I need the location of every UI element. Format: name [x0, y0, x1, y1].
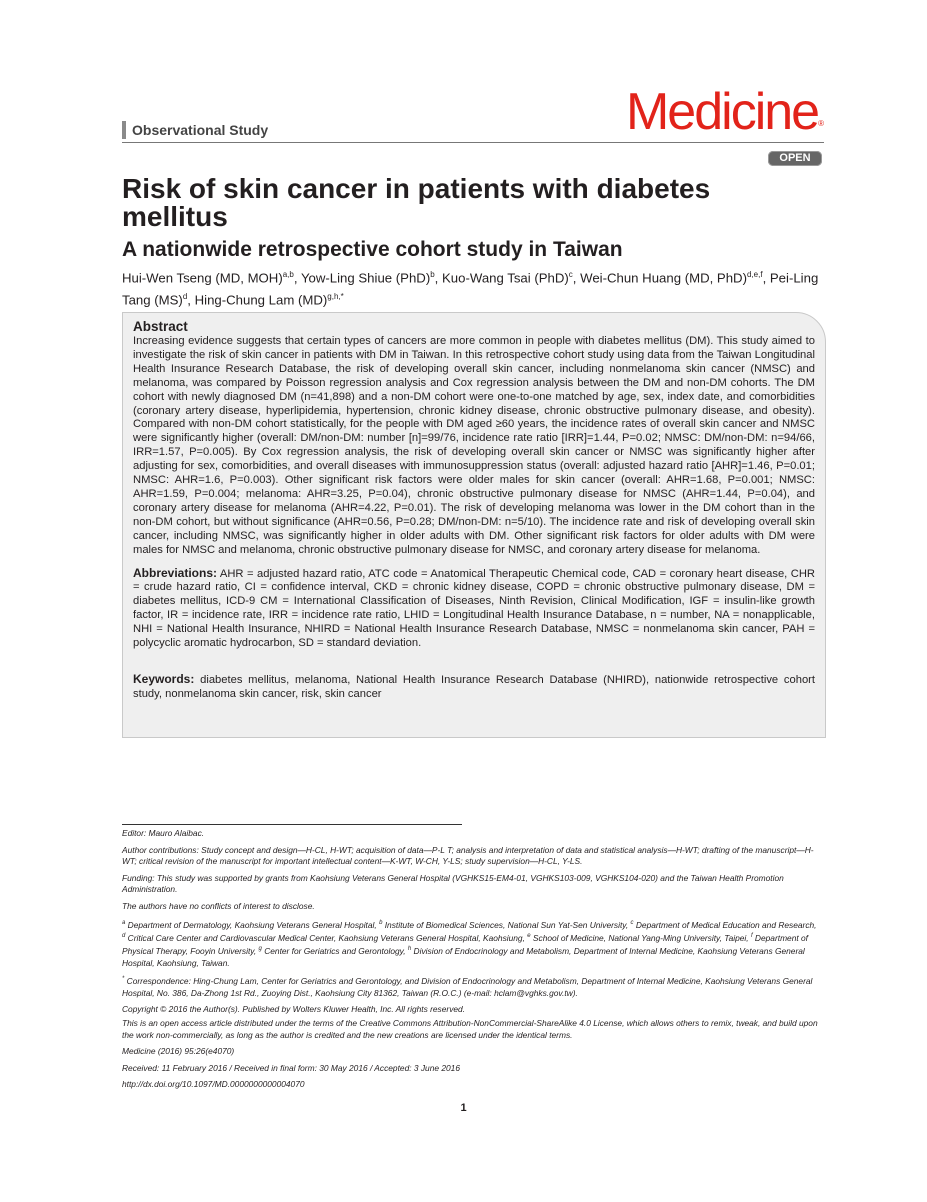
affiliation-mark: e — [527, 932, 531, 939]
author-name: Wei-Chun Huang (MD, PhD) — [580, 270, 747, 286]
affiliation-mark: c — [630, 919, 634, 926]
journal-name: Medicine — [625, 83, 819, 141]
citation-note: Medicine (2016) 95:26(e4070) — [122, 1046, 235, 1057]
abstract-box — [122, 312, 826, 738]
author-name: Hing-Chung Lam (MD) — [194, 292, 328, 308]
author-name: Yow-Ling Shiue (PhD) — [300, 270, 431, 286]
affiliation-mark: b — [379, 919, 383, 926]
open-access-badge: OPEN — [768, 151, 822, 166]
page-number: 1 — [460, 1102, 467, 1114]
affiliation-text: Department of Physical Therapy, Fooyin University, — [122, 932, 809, 957]
keywords-label: Keywords: — [133, 671, 195, 686]
affiliation-text: Institute of Biomedical Sciences, National Sun Yat-Sen University, — [382, 919, 631, 930]
funding-note: Funding: This study was supported by grants from Kaohsiung Veterans General Hospital (VGHKS15-EM4-01, VGHKS103-009, VGHKS104-020) and the Taiwan Health Promotion Administration. — [122, 872, 784, 895]
author-affiliation-mark: a,b — [282, 270, 294, 279]
author-contributions: Author contributions: Study concept and design—H-CL, H-WT; acquisition of data—P-L T; analysis and interpretation of data and statistical analysis—H-WT; drafting of the manuscript—H-WT; critical revision of the manuscript for important intellectual content—K-WT, W-CH, Y-LS; study supervision—H-CL, Y-LS. — [122, 844, 814, 867]
affiliation-mark: a — [122, 919, 126, 926]
editor-note: Editor: Mauro Alaibac. — [122, 828, 205, 838]
keywords — [133, 673, 815, 702]
copyright-note: Copyright © 2016 the Author(s). Published by Wolters Kluwer Health, Inc. All rights reserved. — [122, 1004, 466, 1015]
correspondence-note — [122, 974, 822, 999]
author-name: Hui-Wen Tseng (MD, MOH) — [122, 270, 283, 286]
author-separator: , — [434, 270, 442, 286]
conflicts-note: The authors have no conflicts of interest to disclose. — [122, 900, 315, 911]
dates-note: Received: 11 February 2016 / Received in final form: 30 May 2016 / Accepted: 3 June 2016 — [122, 1062, 460, 1073]
author-affiliation-mark: d,e,f — [746, 270, 763, 279]
footnote-rule — [122, 824, 462, 825]
affiliations — [122, 918, 822, 970]
registered-mark: ® — [818, 119, 824, 128]
affiliation-text: Department of Dermatology, Kaohsiung Veterans General Hospital, — [125, 919, 380, 930]
author-name: Pei-Ling Tang (MS) — [122, 270, 819, 308]
affiliation-mark: d — [122, 932, 126, 939]
author-separator: , — [762, 270, 770, 286]
correspondence-text: Correspondence: Hing-Chung Lam, Center for Geriatrics and Gerontology, and Division of Endocrinology and Metabolism, Department of Internal Medicine, Kaohsiung Veterans General Hospital, No. 386, Da-Zhong 1st Rd., Zuoying Dist., Kaohsiung City 81362, Taiwan (R.O.C.) (e-mail: hclam@vghks.gov.tw). — [122, 976, 813, 998]
affiliation-text: Department of Medical Education and Research, — [633, 919, 817, 930]
author-affiliation-mark: g,h,* — [327, 292, 344, 302]
affiliation-mark: f — [750, 932, 753, 939]
abbreviations-text: AHR = adjusted hazard ratio, ATC code = Anatomical Therapeutic Chemical code, CAD = coronary heart disease, CHR = crude hazard ratio, CI = confidence interval, CKD = chronic kidney disease, COPD = chronic obstructive pulmonary disease, DM = diabetes mellitus, ICD-9 CM = International Classification of Diseases, Ninth Revision, Clinical Modification, IGF = insulin-like growth factor, IR = incidence rate, IRR = incidence rate ratio, LHID = Longitudinal Health Insurance Database, n = number, NA = nonapplicable, NHI = National Health Insurance, NHIRD = National Health Insurance Research Database, NMSC = nonmelanoma skin cancer, PAH = polycyclic aromatic hydrocarbon, SD = standard deviation. — [133, 567, 815, 650]
author-separator: , — [572, 270, 581, 286]
affiliation-mark: h — [407, 946, 412, 953]
abstract-text: Increasing evidence suggests that certain types of cancers are more common in people with diabetes mellitus (DM). This study aimed to investigate the risk of skin cancer in patients with DM in Taiwan. In this retrospective cohort study using data from the Taiwan Longitudinal Health Insurance Research Database, the risk of developing overall skin cancer, including nonmelanoma skin cancer (NMSC) and melanoma, was compared by Poisson regression analysis and Cox regression analysis between the DM and non-DM cohorts. The DM cohort with newly diagnosed DM (n=41,898) and a non-DM cohort were one-to-one matched by age, sex, index date, and comorbidities (coronary artery disease, hyperlipidemia, hypertension, chronic kidney disease, chronic obstructive pulmonary disease, and obesity). Compared with non-DM cohort statistically, for the people with DM aged ≥60 years, the incidence rates of overall skin cancer and NMSC were significantly higher (overall: DM/non-DM: number [n]=99/76, incidence rate ratio [IRR]=1.44, P=0.02; NMSC: DM/non-DM: n=94/66, IRR=1.57, P=0.005). By Cox regression analysis, the risk of developing overall skin cancer or NMSC was significantly higher after adjusting for sex, comorbidities, and overall diseases with immunosuppression status (overall: adjusted hazard ratio [AHR]=1.46, P=0.01; NMSC: AHR=1.6, P=0.003). Other significant risk factors were older males for skin cancer (overall: AHR=1.68, P=0.001; NMSC: AHR=1.59, P=0.004; melanoma: AHR=3.25, P=0.04), chronic obstructive pulmonary disease for NMSC (AHR=1.44, P=0.04), and coronary artery disease for melanoma (AHR=4.22, P=0.01). The risk of developing melanoma was lower in the DM cohort than in the non-DM cohort, but without significance (AHR=0.56, P=0.28; DM/non-DM: n=5/10). The incidence rate and risk of developing overall skin cancer, including NMSC, was significantly higher in older adults with DM. Other significant risk factors for older adults with DM were males for NMSC and melanoma, chronic obstructive pulmonary disease for NMSC, and coronary artery disease for melanoma. — [133, 335, 815, 556]
article-title: Risk of skin cancer in patients with diabetes mellitus — [122, 173, 711, 232]
author-separator: , — [187, 292, 195, 308]
author-affiliation-mark: c — [568, 270, 573, 279]
keywords-text: diabetes mellitus, melanoma, National Health Insurance Research Database (NHIRD), nationwide retrospective cohort study, nonmelanoma skin cancer, risk, skin cancer — [133, 673, 816, 700]
license-note: This is an open access article distributed under the terms of the Creative Commons Attribution-NonCommercial-ShareAlike 4.0 License, which allows others to remix, tweak, and build upon the work non-commercially, as long as the author is credited and the new creations are licensed under the identical terms. — [122, 1017, 818, 1040]
affiliation-text: Center for Geriatrics and Gerontology, — [261, 946, 408, 957]
affiliation-text: Critical Care Center and Cardiovascular Medical Center, Kaohsiung Veterans General Hospital, Kaohsiung, — [125, 932, 528, 943]
author-separator: , — [293, 270, 301, 286]
abbreviations — [133, 567, 815, 651]
journal-logo — [626, 84, 824, 140]
author-list — [122, 265, 822, 310]
abstract-heading: Abstract — [133, 319, 188, 334]
author-name: Kuo-Wang Tsai (PhD) — [442, 270, 569, 286]
doi-link[interactable]: http://dx.doi.org/10.1097/MD.0000000000004070 — [122, 1079, 305, 1090]
section-label: Observational Study — [122, 121, 268, 139]
affiliation-text: Division of Endocrinology and Metabolism, Department of Internal Medicine, Kaohsiung Veterans General Hospital, Kaohsiung, Taiwan. — [122, 946, 805, 968]
author-affiliation-mark: b — [430, 270, 435, 279]
article-subtitle: A nationwide retrospective cohort study in Taiwan — [122, 238, 623, 261]
affiliation-text: School of Medicine, National Yang-Ming University, Taipei, — [530, 932, 751, 943]
abbreviations-label: Abbreviations: — [133, 565, 218, 580]
correspondence-mark: * — [122, 976, 125, 983]
affiliation-mark: g — [258, 946, 262, 953]
author-affiliation-mark: d — [182, 292, 188, 302]
header-rule — [122, 142, 824, 143]
footnotes — [122, 828, 822, 1096]
